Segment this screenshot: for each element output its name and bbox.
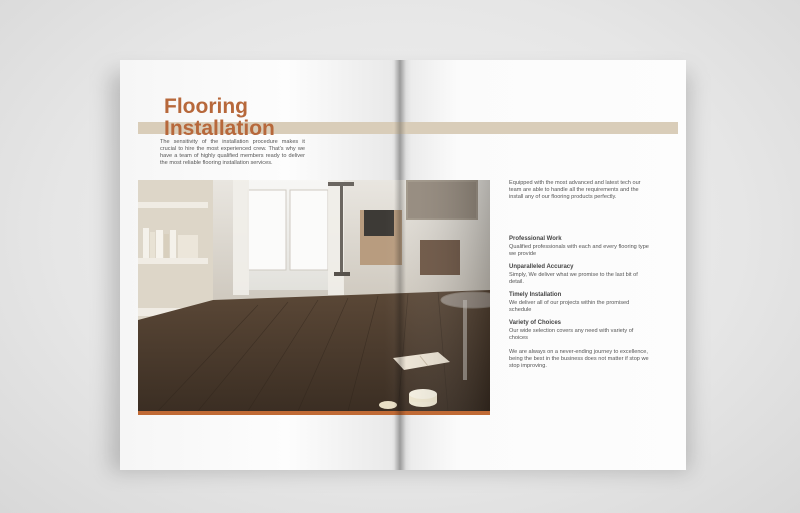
feature-heading-professional-work: Professional Work [509,236,562,242]
title-band-right [400,122,678,134]
page-title-line2: Installation [164,117,275,140]
feature-text-professional-work: Qualified professionals with each and every flooring type we provide [509,244,649,257]
feature-text-variety: Our wide selection covers any need with variety of choices [509,328,634,341]
photo-accent-bar [138,411,490,415]
feature-heading-accuracy: Unparalleled Accuracy [509,264,574,270]
feature-heading-timely: Timely Installation [509,292,562,298]
right-intro-paragraph: Equipped with the most advanced and latest tech our team are able to handle all the requirements and the install any of our flooring products perfectly. [509,180,641,200]
book-gutter [394,60,406,470]
closing-paragraph: We are always on a never-ending journey to excellence, being the best in the business does not matter if stop we stop improving. [509,349,649,369]
left-intro-paragraph: The sensitivity of the installation procedure makes it crucial to hire the most experienced crew. That's why we have a team of highly qualified members ready to deliver the most reliable flooring installation services. [160,139,305,166]
feature-text-accuracy: Simply, We deliver what we promise to the last bit of detail. [509,272,638,285]
feature-text-timely: We deliver all of our projects within the promised schedule [509,300,630,313]
living-room-photo [138,180,490,411]
page-title-line1: Flooring [164,95,248,118]
feature-heading-variety: Variety of Choices [509,320,562,326]
